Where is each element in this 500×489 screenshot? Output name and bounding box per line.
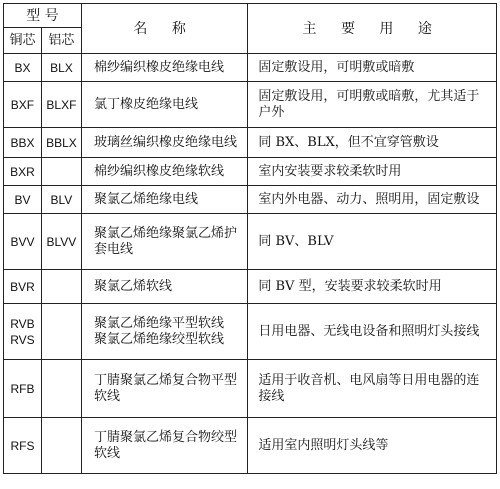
wire-usage: 固定敷设用，可明敷或暗敷 xyxy=(248,54,497,82)
wire-name: 聚氯乙烯绝缘绞型软线 xyxy=(93,331,224,347)
wire-usage: 室内安装要求较柔软时用 xyxy=(248,158,497,186)
copper-model: BXR xyxy=(4,158,42,186)
copper-model: RFS xyxy=(4,418,42,474)
wire-name: 丁腈聚氯乙烯复合物平型软线 xyxy=(81,360,247,418)
copper-model: BX xyxy=(4,54,42,82)
table-row xyxy=(4,186,497,214)
table-row xyxy=(4,128,497,158)
aluminum-header: 铝芯 xyxy=(41,28,81,54)
wire-types-table xyxy=(3,3,497,474)
table-row xyxy=(4,82,497,128)
table-row xyxy=(4,158,497,186)
table-row xyxy=(4,360,497,418)
copper-header: 铜芯 xyxy=(4,28,42,54)
wire-name: 聚氯乙烯绝缘平型软线 xyxy=(93,315,224,331)
wire-usage: 同 BX、BLX，但不宜穿管敷设 xyxy=(248,128,497,158)
aluminum-model xyxy=(41,270,81,304)
wire-name: 聚氯乙烯绝缘电线 xyxy=(81,186,247,214)
aluminum-model xyxy=(41,418,81,474)
copper-model: BVR xyxy=(4,270,42,304)
wire-name-pair xyxy=(81,304,247,360)
wire-usage: 适用室内照明灯头线等 xyxy=(248,418,497,474)
wire-usage: 同 BV 型，安装要求较柔软时用 xyxy=(248,270,497,304)
usage-header: 主 要 用 途 xyxy=(248,4,497,54)
aluminum-model: BBLX xyxy=(41,128,81,158)
copper-model: RVS xyxy=(10,332,35,347)
aluminum-model: BLXF xyxy=(41,82,81,128)
table-row xyxy=(4,214,497,270)
copper-model: BV xyxy=(4,186,42,214)
wire-name: 棉纱编织橡皮绝缘软线 xyxy=(81,158,247,186)
wire-types-table-container xyxy=(3,3,497,474)
aluminum-model xyxy=(41,158,81,186)
aluminum-model: BLVV xyxy=(41,214,81,270)
copper-model: BBX xyxy=(4,128,42,158)
wire-name: 氯丁橡皮绝缘电线 xyxy=(81,82,247,128)
wire-name: 聚氯乙烯绝缘聚氯乙烯护套电线 xyxy=(81,214,247,270)
name-header: 名 称 xyxy=(81,4,247,54)
table-row xyxy=(4,418,497,474)
wire-usage: 固定敷设用，可明敷或暗敷，尤其适于户外 xyxy=(248,82,497,128)
copper-model: RVB xyxy=(10,316,35,331)
aluminum-model: BLV xyxy=(41,186,81,214)
table-row xyxy=(4,270,497,304)
wire-usage: 同 BV、BLV xyxy=(248,214,497,270)
copper-model: BVV xyxy=(4,214,42,270)
wire-usage: 室内外电器、动力、照明用，固定敷设 xyxy=(248,186,497,214)
aluminum-model xyxy=(41,304,81,360)
copper-model-pair xyxy=(4,304,42,360)
wire-usage: 适用于收音机、电风扇等日用电器的连接线 xyxy=(248,360,497,418)
wire-name: 丁腈聚氯乙烯复合物绞型软线 xyxy=(81,418,247,474)
wire-name: 聚氯乙烯软线 xyxy=(81,270,247,304)
model-header: 型 号 xyxy=(4,4,82,28)
copper-model: RFB xyxy=(4,360,42,418)
table-row xyxy=(4,54,497,82)
wire-name: 棉纱编织橡皮绝缘电线 xyxy=(81,54,247,82)
aluminum-model xyxy=(41,360,81,418)
aluminum-model: BLX xyxy=(41,54,81,82)
table-row xyxy=(4,304,497,360)
wire-name: 玻璃丝编织橡皮绝缘电线 xyxy=(81,128,247,158)
wire-usage: 日用电器、无线电设备和照明灯头接线 xyxy=(248,304,497,360)
copper-model: BXF xyxy=(4,82,42,128)
